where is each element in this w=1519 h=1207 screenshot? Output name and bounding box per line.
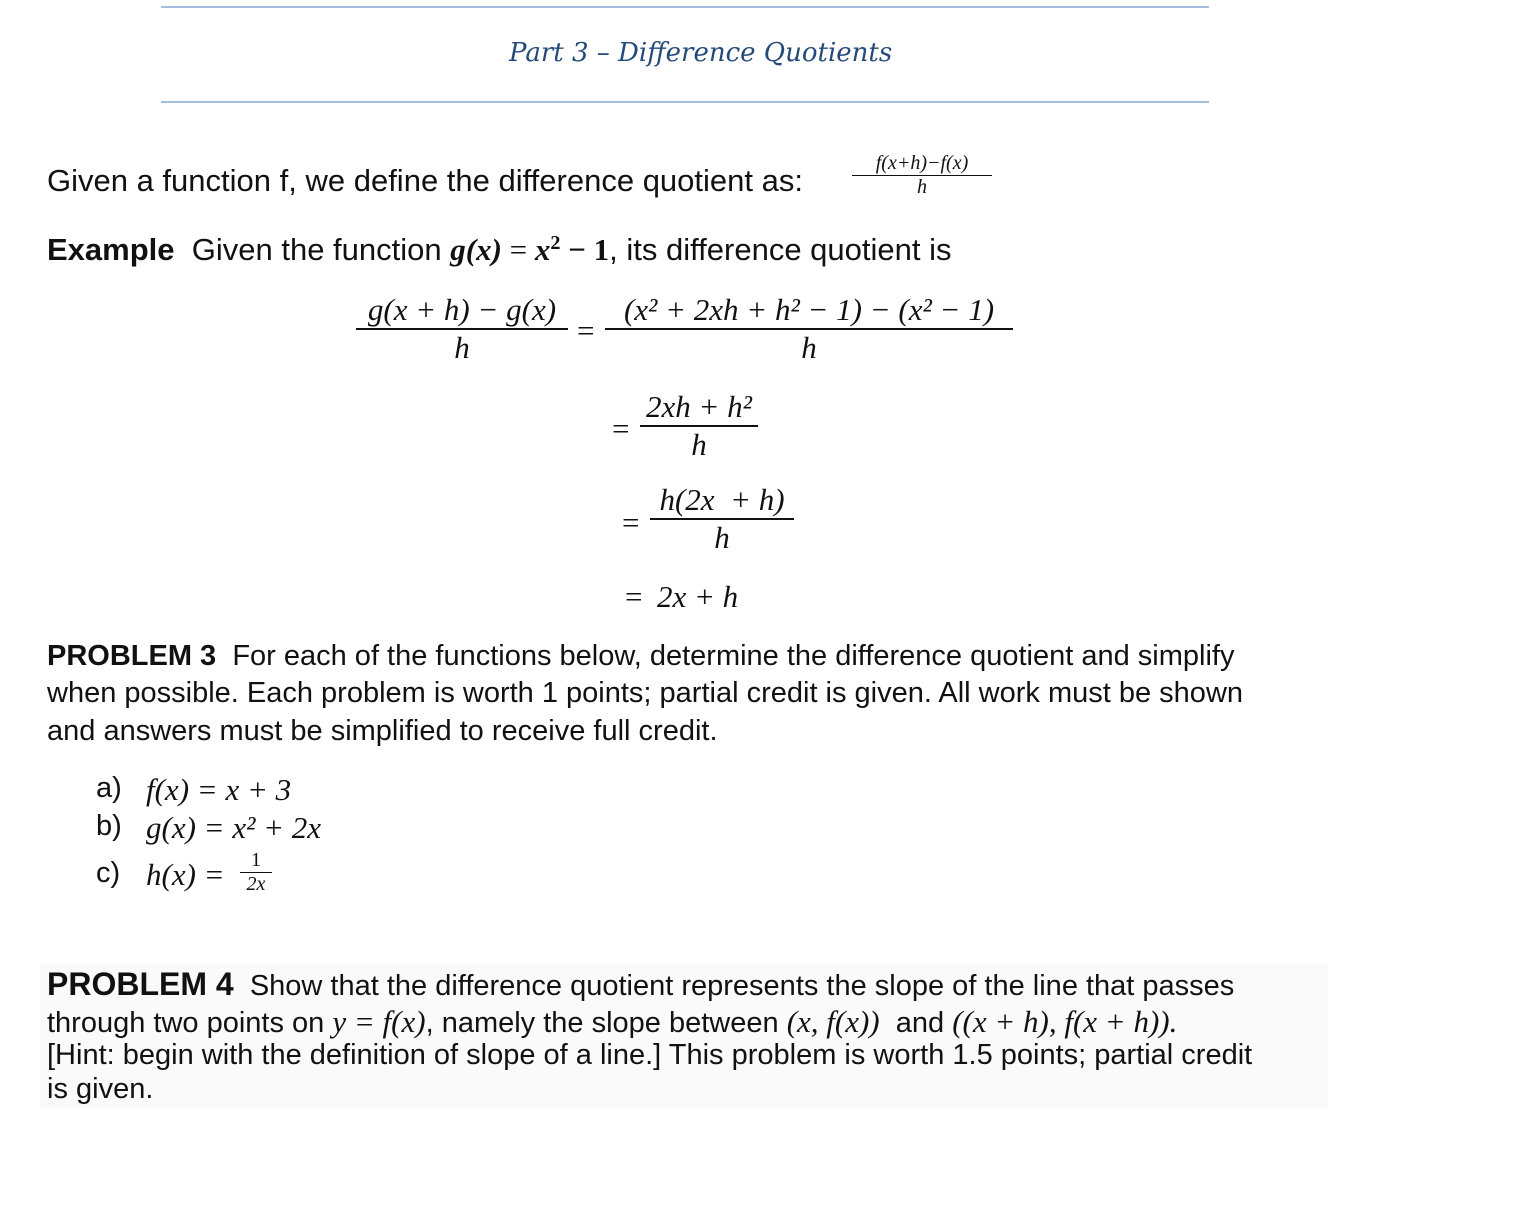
example-func-base: x bbox=[534, 232, 551, 267]
step1-lhs-numerator: g(x + h) − g(x) bbox=[367, 292, 557, 327]
problem4-text-2-mid: , namely the slope between bbox=[425, 1007, 779, 1039]
item-c-expression: h(x) = bbox=[146, 857, 225, 892]
problem4-line-4: is given. bbox=[47, 1073, 154, 1105]
step1-rhs-fraction bbox=[605, 292, 1013, 366]
problem3-line-1 bbox=[47, 638, 1234, 675]
problem3-line-3: and answers must be simplified to receive full credit. bbox=[47, 715, 718, 747]
step2-denominator: h bbox=[691, 427, 707, 462]
problem3-label: PROBLEM 3 bbox=[47, 640, 217, 672]
problem4-eq: y = f(x) bbox=[332, 1004, 426, 1039]
definition-formula-numerator: f(x+h)−f(x) bbox=[875, 152, 969, 174]
example-func-exp: 2 bbox=[550, 231, 561, 254]
step2-numerator: 2xh + h² bbox=[646, 389, 752, 424]
problem4-text-1: Show that the difference quotient represents the slope of the line that passes bbox=[249, 970, 1235, 1002]
example-text-pre: Given the function bbox=[191, 232, 442, 267]
step4-expression: 2x + h bbox=[657, 579, 739, 614]
header-bottom-rule bbox=[161, 101, 1209, 103]
problem4-point-2: ((x + h), f(x + h)). bbox=[952, 1004, 1178, 1039]
problem4-label: PROBLEM 4 bbox=[47, 966, 234, 1002]
step1-rhs-denominator: h bbox=[801, 330, 817, 365]
item-c-denominator: 2x bbox=[246, 873, 266, 895]
example-line bbox=[47, 231, 952, 269]
example-func-lhs: g(x) bbox=[450, 232, 502, 267]
problem3-item-a bbox=[96, 772, 292, 807]
problem4-line-1 bbox=[47, 966, 1234, 1005]
problem4-text-2-pre: through two points on bbox=[47, 1007, 325, 1039]
step2-fraction bbox=[640, 389, 758, 463]
item-a-expression: f(x) = x + 3 bbox=[146, 772, 292, 807]
list-marker: c) bbox=[96, 857, 121, 889]
definition-text: Given a function f, we define the difference quotient as: bbox=[47, 163, 803, 198]
definition-formula bbox=[852, 152, 992, 199]
step4-equals: = bbox=[625, 579, 643, 614]
list-marker: b) bbox=[96, 810, 122, 842]
step1-lhs-denominator: h bbox=[454, 330, 470, 365]
step3-numerator: h(2x + h) bbox=[659, 482, 785, 517]
example-text-post: , its difference quotient is bbox=[609, 232, 952, 267]
step3-denominator: h bbox=[714, 520, 730, 555]
step1-lhs-fraction bbox=[356, 292, 568, 366]
example-func-tail: − 1 bbox=[560, 232, 610, 267]
problem3-line-2: when possible. Each problem is worth 1 points; partial credit is given. All work must be shown bbox=[47, 677, 1244, 709]
problem3-item-b bbox=[96, 810, 322, 845]
step2-equals: = bbox=[612, 411, 630, 446]
item-c-fraction bbox=[240, 849, 272, 896]
problem4-line-3: [Hint: begin with the definition of slope of a line.] This problem is worth 1.5 points; partial credit bbox=[47, 1039, 1253, 1071]
example-func-eq: = bbox=[501, 232, 535, 267]
example-label: Example bbox=[47, 232, 175, 267]
definition-formula-denominator: h bbox=[917, 176, 927, 198]
problem4-and: and bbox=[895, 1007, 945, 1039]
step3-fraction bbox=[650, 482, 794, 556]
page-title: Part 3 – Difference Quotients bbox=[509, 38, 893, 68]
list-marker: a) bbox=[96, 772, 122, 804]
problem3-item-c bbox=[96, 857, 225, 892]
header-top-rule bbox=[161, 6, 1209, 8]
problem4-point-1: (x, f(x)) bbox=[786, 1004, 880, 1039]
step3-equals: = bbox=[622, 505, 640, 540]
problem3-text-1: For each of the functions below, determine the difference quotient and simplify bbox=[232, 640, 1235, 672]
step1-equals: = bbox=[577, 313, 595, 348]
step1-rhs-numerator: (x² + 2xh + h² − 1) − (x² − 1) bbox=[623, 292, 995, 327]
item-c-numerator: 1 bbox=[251, 849, 261, 871]
item-b-expression: g(x) = x² + 2x bbox=[146, 810, 322, 845]
